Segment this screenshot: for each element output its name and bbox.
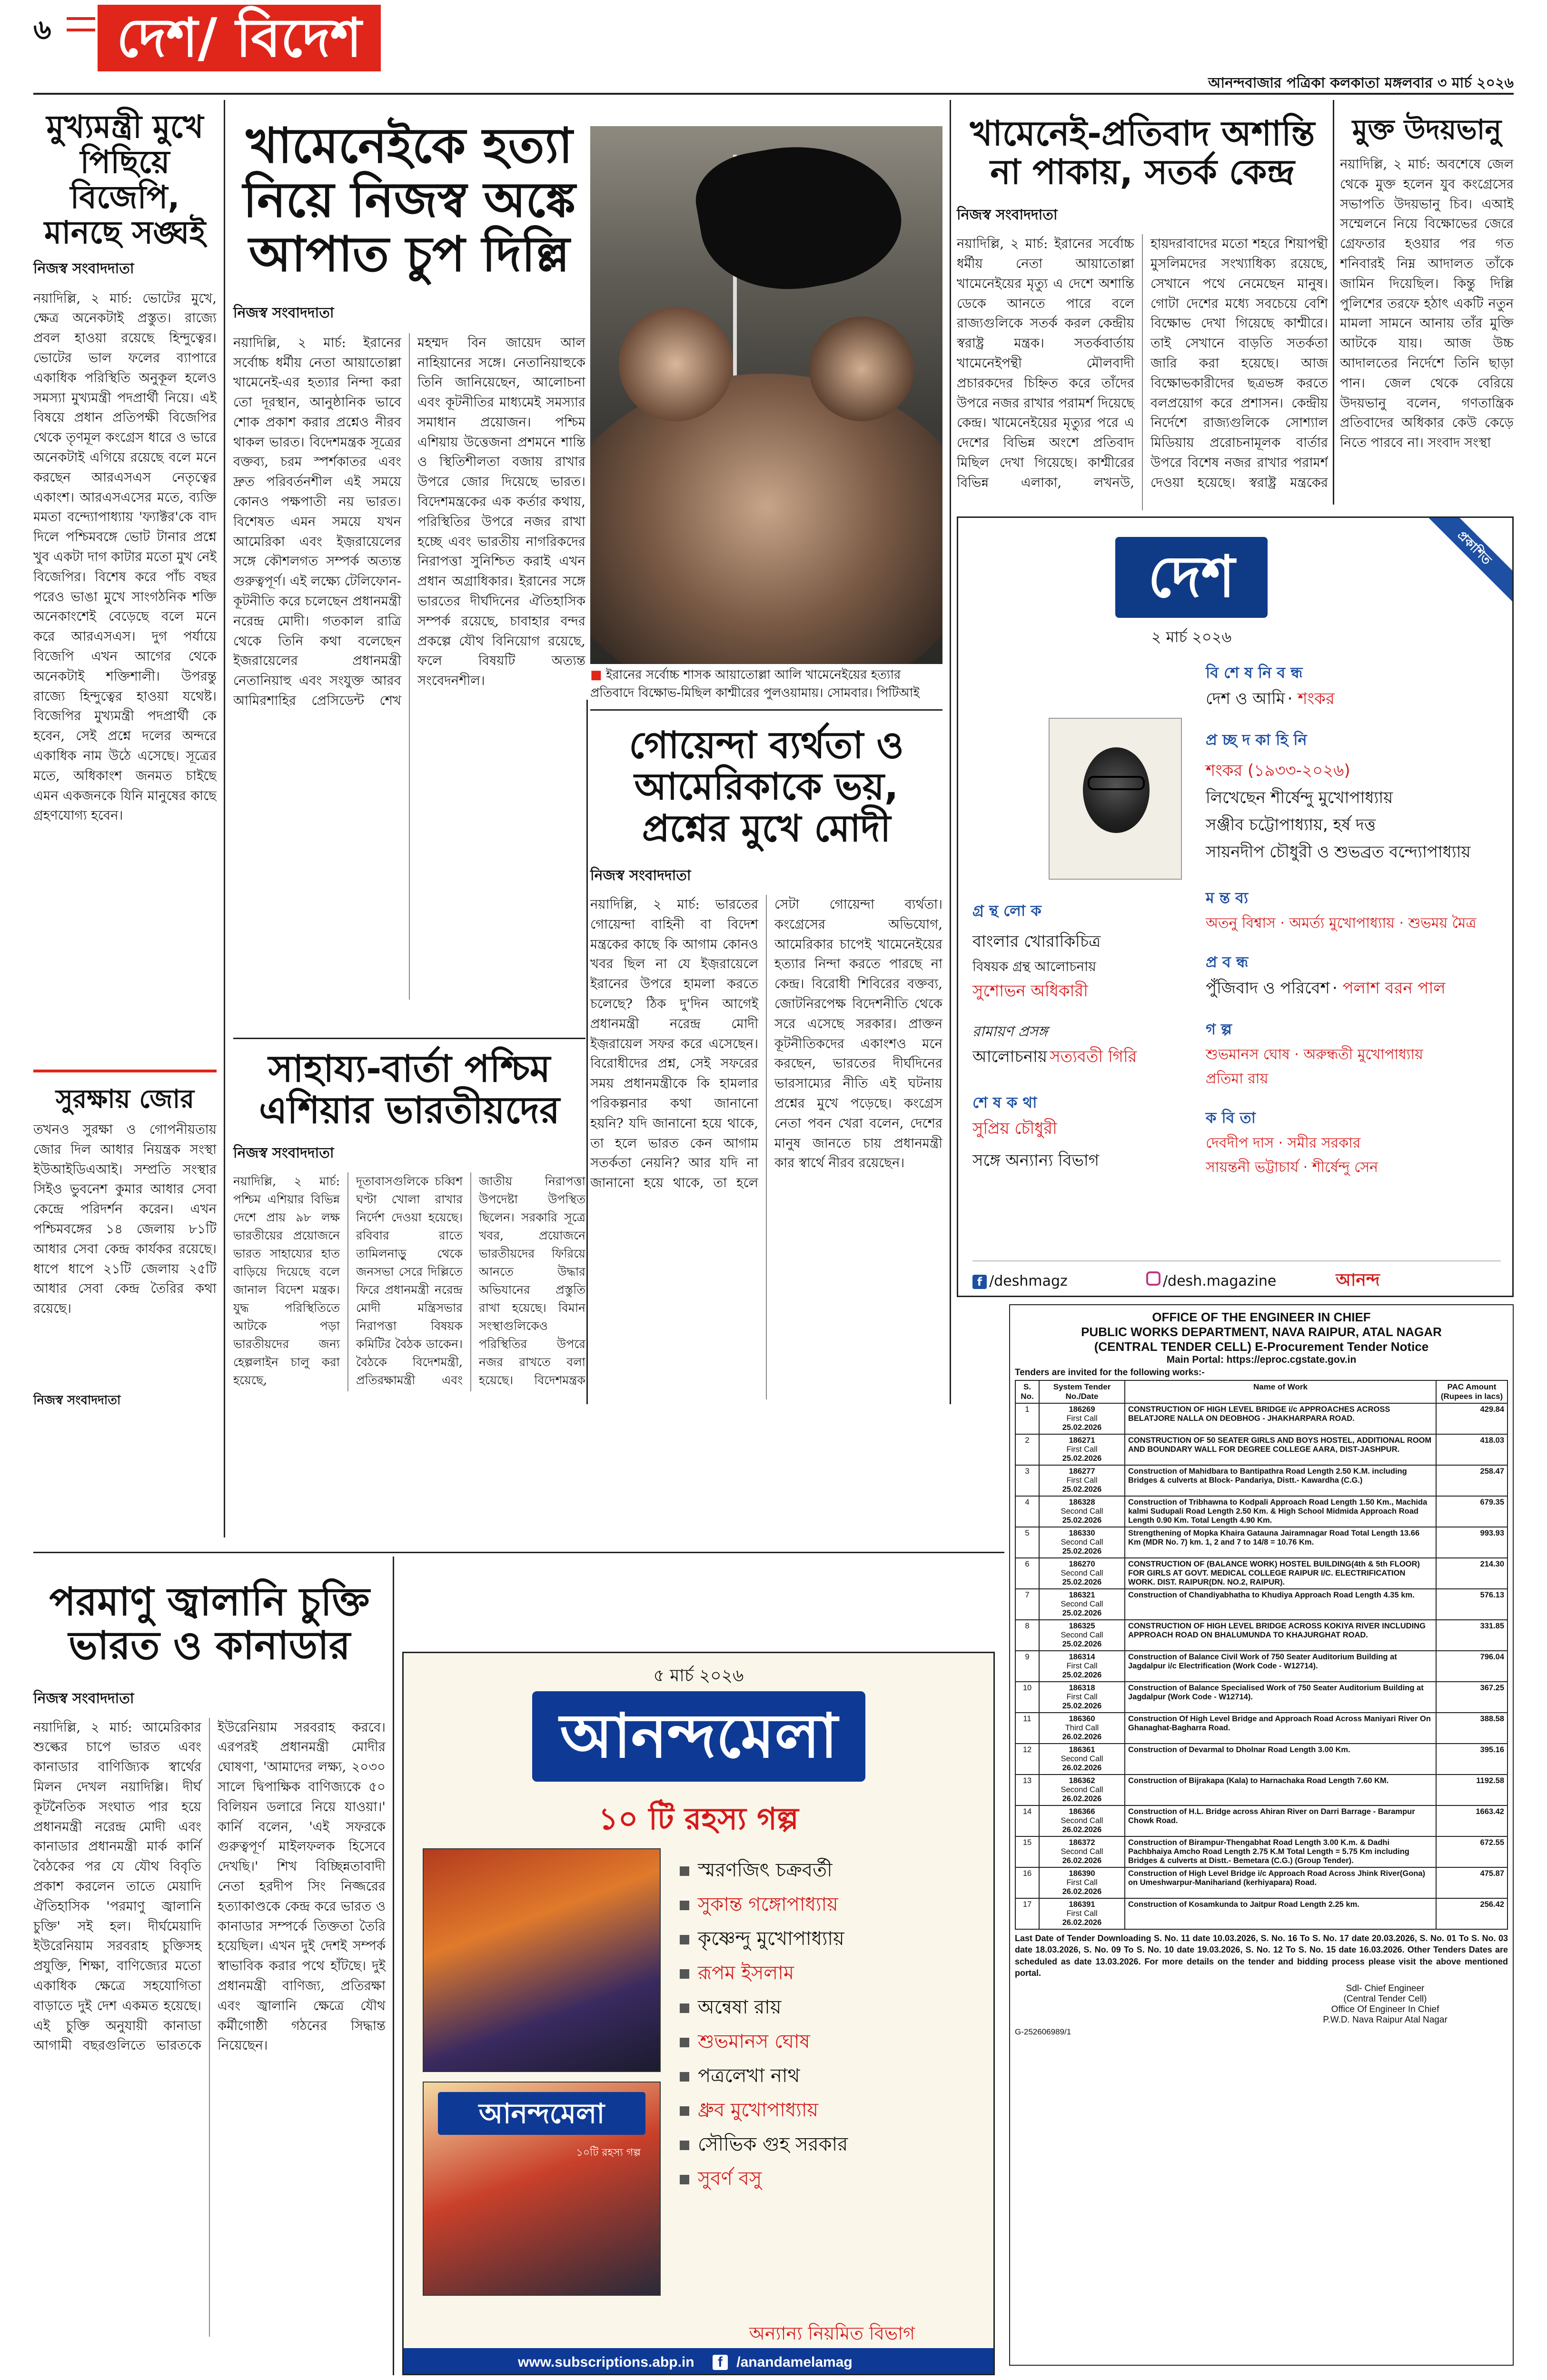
- portrait-face: [1083, 747, 1150, 833]
- story-center-alert-body: নয়াদিল্লি, ২ মার্চ: ইরানের সর্বোচ্চ ধর্মীয় নেতা আয়াতোল্লা খামেনেইয়ের মৃত্যু এ দেশে অশান্তি ডেকে আনতে পারে বলে রাজ্যগুলিকে সতর্ক করল কেন্দ্রীয় স্বরাষ্ট্র মন্ত্রক। সতর্কবার্তায় খামেনেইপন্থী মৌলবাদী প্রচারকদের চিহ্নিত করে তাঁদের উপরে নজর রাখার পরামর্শ দিয়েছে কেন্দ্র। খামেনেইয়ের মৃত্যুর পরে এ দেশের বিভিন্ন অংশে প্রতিবাদ মিছিল দেখা গিয়েছে। কাশ্মীরের বিভিন্ন এলাকা, লখনউ, হায়দরাবাদের মতো শহরে শিয়াপন্থী মুসলিমদের সংখ্যাধিক্য রয়েছে, সেখানে পথে নেমেছেন মানুষ। গোটা দেশের মধ্যে সবচেয়ে বেশি বিক্ষোভ দেখা গিয়েছে কাশ্মীরে। তাই সেখানে বাড়তি সতর্কতা জারি করা হয়েছে। আজ বিক্ষোভকারীদের ছত্রভঙ্গ করতে বলপ্রয়োগ করে প্রশাসন। কেন্দ্রীয় নির্দেশে রাজ্যগুলিকে সোশ্যাল মিডিয়ায় প্ররোচনামূলক বার্তার উপরে বিশেষ নজর রাখার পরামর্শ দেওয়া হয়েছে। স্বরাষ্ট্র মন্ত্রকের: [957, 236, 1328, 490]
- cover-writer-3: সায়নদীপ চৌধুরী ও শুভব্রত বন্দ্যোপাধ্যায়: [1206, 843, 1471, 862]
- tender-code: G-252606989/1: [1015, 2027, 1071, 2037]
- crowd-shape: [590, 374, 942, 664]
- tender-col-work: Name of Work: [1125, 1380, 1436, 1403]
- instagram-icon[interactable]: [1146, 1271, 1160, 1286]
- tender-work: Construction of Chandiyabhatha to Khudiya Approach Road Length 4.35 km.: [1125, 1589, 1436, 1620]
- desh-logo: দেশ: [1115, 537, 1268, 618]
- book-author: সুশোভন অধিকারী: [972, 982, 1088, 1001]
- bullet-icon: [680, 1935, 689, 1944]
- story-nuclear-byline: নিজস্ব সংবাদদাতা: [33, 1690, 134, 1707]
- author-list: [680, 1853, 984, 2196]
- poem-line: দেবদীপ দাস · সমীর সরকার: [1206, 1135, 1361, 1151]
- facebook-icon[interactable]: f: [972, 1275, 987, 1289]
- author-item: [680, 1956, 984, 1990]
- feature-section: [1206, 661, 1501, 1180]
- tender-work: Construction of Birampur-Thengabhat Road Length 3.00 K.m. & Dadhi Pachbhaiya Amcho Road Length 2.75 K.M Total Length = 5.75 Km including Bridges & culverts at Distt.- Bemetara (C.G.) (Group Tender).: [1125, 1836, 1436, 1867]
- tender-work: Construction Of High Level Bridge and Approach Road Across Maniyari River On Ghanaghat-Bagharra Road.: [1125, 1713, 1436, 1744]
- tender-number: 186321 Second Call 25.02.2026: [1039, 1589, 1125, 1620]
- tender-sn: 1: [1015, 1403, 1039, 1434]
- story-nuclear-body: নয়াদিল্লি, ২ মার্চ: আমেরিকার শুল্কের চাপে ভারত এবং কানাডার বাণিজ্যিক স্বার্থের মিলন দেখল নয়াদিল্লি। দীর্ঘ কূটনৈতিক সংঘাত পার হয়ে প্রধানমন্ত্রী নরেন্দ্র মোদী এবং কানাডার প্রধানমন্ত্রী মার্ক কার্নি বৈঠকের পর যে যৌথ বিবৃতি প্রকাশ করলেন তাতে মেয়াদি ঐতিহাসিক 'পরমাণু জ্বালানি চুক্তি' সই হল। দীর্ঘমেয়াদি ইউরেনিয়াম সরবরাহ চুক্তিসহ প্রযুক্তি, শিক্ষা, বাণিজ্যের মতো একাধিক ক্ষেত্রে সহযোগিতা বাড়াতে দুই দেশ একমত হয়েছে। এই চুক্তি অনুযায়ী কানাডা আগামী বছরগুলিতে ভারতকে ইউরেনিয়াম সরবরাহ করবে। এরপরই প্রধানমন্ত্রী মোদীর ঘোষণা, 'আমাদের লক্ষ্য, ২০৩০ সালে দ্বিপাক্ষিক বাণিজ্যকে ৫০ বিলিয়ন ডলারে নিয়ে যাওয়া।' কার্নি বলেন, 'এই সফরকে গুরুত্বপূর্ণ মাইলফলক হিসেবে দেখছি।' শিখ বিচ্ছিন্নতাবাদী নেতা হরদীপ সিং নিজ্জরের হত্যাকাণ্ডকে কেন্দ্র করে ভারত ও কানাডার সম্পর্কে তিক্ততা তৈরি হয়েছিল। এখন দুই দেশই সম্পর্ক স্বাভাবিক করার পথে হাঁটছে। দুই প্রধানমন্ত্রী বাণিজ্য, প্রতিরক্ষা এবং জ্বালানি ক্ষেত্রে যৌথ কর্মীগোষ্ঠী গঠনের সিদ্ধান্ত নিয়েছেন।: [33, 1719, 386, 2053]
- tender-work: Construction of Balance Civil Work of 750 Seater Auditorium Building at Jagdalpur i/c Electrification (Work Code - W12714).: [1125, 1651, 1436, 1682]
- story-failure-headline: গোয়েন্দা ব্যর্থতা ও আমেরিকাকে ভয়, প্রশ্নের মুখে মোদী: [590, 709, 942, 864]
- other-sections: সঙ্গে অন্যান্য বিভাগ: [972, 1151, 1100, 1170]
- tender-number: 186277 First Call 25.02.2026: [1039, 1465, 1125, 1496]
- author-item: [680, 2093, 984, 2127]
- tender-amount: 1192.58: [1436, 1775, 1507, 1805]
- feature-row: দেশ ও আমি · শংকর: [1206, 689, 1335, 708]
- story-cm-headline: মুখ্যমন্ত্রী মুখে পিছিয়ে বিজেপি, মানছে সঙ্ঘই: [44, 109, 206, 251]
- column-rule-2: [950, 100, 951, 1404]
- story-line-2: প্রতিমা রায়: [1206, 1071, 1269, 1087]
- ramayan-line: আলোচনায়: [972, 1047, 1048, 1066]
- story-khamenei-delhi-body: নয়াদিল্লি, ২ মার্চ: ইরানের সর্বোচ্চ ধর্মীয় নেতা আয়াতোল্লা খামেনেই-এর হত্যার নিন্দা করা তো দূরস্থান, আনুষ্ঠানিক ভাবে শোক প্রকাশ করার প্রশ্নেও নীরব থাকল ভারত। বিদেশমন্ত্রক সূত্রের বক্তব্য, চরম স্পর্শকাতর এবং দ্রুত পরিবর্তনশীল এই সময়ে কোনও পক্ষপাতী নয় ভারত। বিশেষত এমন সময়ে যখন আমেরিকা এবং ইজ়রায়েলের সঙ্গে কৌশলগত সম্পর্ক অত্যন্ত গুরুত্বপূর্ণ। এই লক্ষ্যে টেলিফোন-কূটনীতি করে চলেছেন প্রধানমন্ত্রী নরেন্দ্র মোদী। গতকাল রাত্রি থেকে তিনি কথা বলেছেন ইজরায়েলের প্রধানমন্ত্রী নেতানিয়াহু এবং সংযুক্ত আরব আমিরশাহির প্রেসিডেন্ট শেখ মহম্মদ বিন জায়েদ আল নাহিয়ানের সঙ্গে। নেতানিয়াহুকে তিনি জানিয়েছেন, আলোচনা এবং কূটনীতির মাধ্যমেই সমস্যার সমাধান প্রয়োজন। পশ্চিম এশিয়ায় উত্তেজনা প্রশমনে শান্তি ও স্থিতিশীলতা বজায় রাখার উপরে জোর দিয়েছে ভারত। বিদেশমন্ত্রকের এক কর্তার কথায়, পরিস্থিতির উপরে নজর রাখা হচ্ছে এবং ভারতীয় নাগরিকদের নিরাপত্তা সুনিশ্চিত করাই এখন প্রধান অগ্রাধিকার। ইরানের সঙ্গে ভারতের দীর্ঘদিনের ঐতিহাসিক সম্পর্ক রয়েছে, চাবাহার বন্দর প্রকল্পে যৌথ বিনিয়োগ রয়েছে, ফলে বিষয়টি অত্যন্ত সংবেদনশীল।: [233, 335, 585, 709]
- tender-row: [1015, 1465, 1507, 1496]
- author-item: [680, 1990, 984, 2024]
- tender-number: 186269 First Call 25.02.2026: [1039, 1403, 1125, 1434]
- desh-advertisement[interactable]: [957, 516, 1514, 1297]
- tender-sn: 17: [1015, 1898, 1039, 1929]
- tender-amount: 993.93: [1436, 1527, 1507, 1558]
- tender-row: [1015, 1898, 1507, 1929]
- tender-col-sn: S. No.: [1015, 1380, 1039, 1403]
- tender-row: [1015, 1775, 1507, 1805]
- cover-writer-2: সঞ্জীব চট্টোপাধ্যায়, হর্ষ দত্ত: [1206, 815, 1376, 834]
- tender-row: [1015, 1558, 1507, 1589]
- published-ribbon: প্রকাশিত: [1416, 516, 1514, 606]
- author-name: ধ্রুব মুখোপাধ্যায়: [698, 2099, 819, 2121]
- tender-table: [1015, 1380, 1508, 1930]
- tender-notice: [1009, 1304, 1514, 2366]
- tender-number: 186391 First Call 26.02.2026: [1039, 1898, 1125, 1929]
- tender-row: [1015, 1527, 1507, 1558]
- tender-row: [1015, 1836, 1507, 1867]
- illustration-panel: [423, 1848, 661, 2072]
- comment-line: অতনু বিশ্বাস · অমর্ত্য মুখোপাধ্যায় · শুভময় মৈত্র: [1206, 915, 1477, 932]
- cover-title: শংকর (১৯৩৩-২০২৬): [1206, 761, 1350, 780]
- lower-rule: [33, 1552, 1004, 1553]
- story-help-byline: নিজস্ব সংবাদদাতা: [233, 1144, 334, 1161]
- crowd-shape-2: [619, 307, 733, 421]
- cover-label: প্র চ্ছ দ কা হি নি: [1206, 731, 1307, 749]
- tender-number: 186328 Second Call 25.02.2026: [1039, 1496, 1125, 1527]
- tender-signature: [1262, 1983, 1508, 2025]
- story-cm-sub-byline: নিজস্ব সংবাদদাতা: [33, 1393, 121, 1408]
- tender-work: Construction of H.L. Bridge across Ahiran River on Darri Barrage - Barampur Chowk Road.: [1125, 1805, 1436, 1836]
- book-section: [972, 899, 1182, 1175]
- tender-sn: 11: [1015, 1713, 1039, 1744]
- column-rule-1: [224, 100, 225, 1537]
- story-khamenei-delhi: [233, 100, 585, 1052]
- cover-writer-1: লিখেছেন শীর্ষেন্দু মুখোপাধ্যায়: [1206, 788, 1393, 807]
- tender-amount: 256.42: [1436, 1898, 1507, 1929]
- tender-sign-4: P.W.D. Nava Raipur Atal Nagar: [1323, 2015, 1448, 2025]
- tender-sn: 14: [1015, 1805, 1039, 1836]
- tender-amount: 214.30: [1436, 1558, 1507, 1589]
- story-help-body: নয়াদিল্লি, ২ মার্চ: পশ্চিম এশিয়ার বিভিন্ন দেশে প্রায় ৯৮ লক্ষ ভারতীয়ের প্রয়োজনে ভারত সাহায্যের হাত বাড়িয়ে দিয়েছে বলে জানাল বিদেশ মন্ত্রক। যুদ্ধ পরিস্থিতিতে আটকে পড়া ভারতীয়দের জন্য হেল্পলাইন চালু করা হয়েছে, দূতাবাসগুলিকে চব্বিশ ঘণ্টা খোলা রাখার নির্দেশ দেওয়া হয়েছে। রবিবার রাতে তামিলনাড়ু থেকে জনসভা সেরে দিল্লিতে ফিরে প্রধানমন্ত্রী নরেন্দ্র মোদী মন্ত্রিসভার নিরাপত্তা বিষয়ক কমিটির বৈঠক ডাকেন। বৈঠকে বিদেশমন্ত্রী, প্রতিরক্ষামন্ত্রী এবং জাতীয় নিরাপত্তা উপদেষ্টা উপস্থিত ছিলেন। সরকারি সূত্রে খবর, প্রয়োজনে ভারতীয়দের ফিরিয়ে আনতে উদ্ধার অভিযানের প্রস্তুতি রাখা হয়েছে। বিমান সংস্থাগুলিকেও পরিস্থিতির উপরে নজর রাখতে বলা হয়েছে। বিদেশমন্ত্রক: [233, 1174, 585, 1387]
- last-label: শে ষ ক থা: [972, 1093, 1037, 1111]
- tender-intro: Tenders are invited for the following works:-: [1015, 1368, 1205, 1378]
- facebook-handle[interactable]: /deshmagz: [989, 1273, 1068, 1289]
- tender-header-row: [1015, 1380, 1507, 1403]
- author-item: [680, 1922, 984, 1956]
- tender-work: Construction of Kosamkunda to Jaitpur Road Length 2.25 km.: [1125, 1898, 1436, 1929]
- black-flag: [689, 129, 911, 304]
- column-rule-3: [1333, 100, 1334, 505]
- story-uday: [1340, 100, 1514, 505]
- bullet-icon: [680, 2038, 689, 2047]
- essay-line: পুঁজিবাদ ও পরিবেশ: [1206, 979, 1330, 998]
- tender-row: [1015, 1805, 1507, 1836]
- amela-facebook-handle[interactable]: /anandamelamag: [736, 2354, 853, 2370]
- tender-number: 186271 First Call 25.02.2026: [1039, 1434, 1125, 1465]
- anandamela-logo: আনন্দমেলা: [532, 1691, 865, 1782]
- section-title: দেশ/ বিদেশ: [98, 5, 381, 71]
- story-failure-byline: নিজস্ব সংবাদদাতা: [590, 867, 691, 884]
- last-author: সুপ্রিয় চৌধুরী: [972, 1119, 1057, 1138]
- cover-logo: আনন্দমেলা: [438, 2092, 645, 2135]
- tender-sn: 12: [1015, 1744, 1039, 1775]
- amela-date: ৫ মার্চ ২০২৬: [653, 1666, 744, 1686]
- bullet-icon: [680, 2072, 689, 2082]
- tender-sn: 13: [1015, 1775, 1039, 1805]
- tender-amount: 331.85: [1436, 1620, 1507, 1651]
- tender-amount: 672.55: [1436, 1836, 1507, 1867]
- tender-col-no: System Tender No./Date: [1039, 1380, 1125, 1403]
- story-center-alert-byline: নিজস্ব সংবাদদাতা: [957, 207, 1058, 224]
- essay-label: প্র ব ন্ধ: [1206, 953, 1249, 971]
- tender-amount: 475.87: [1436, 1867, 1507, 1898]
- book-sub: বিষয়ক গ্রন্থ আলোচনায়: [972, 959, 1096, 974]
- amela-tagline: ১০ টি রহস্য গল্প: [598, 1802, 799, 1837]
- tender-row: [1015, 1620, 1507, 1651]
- story-cm-body: নয়াদিল্লি, ২ মার্চ: ভোটের মুখে, ক্ষেত্র অনেকটাই প্রস্তুত। রাজ্যে প্রবল হাওয়া রয়েছে হিন্দুত্বের। ভোটের ভাল ফলের ব্যাপারে একাধিক পরিস্থিতি অনুকূল হলেও সমস্যা মুখ্যমন্ত্রী পদপ্রার্থী নিয়ে। এই বিষয়ে প্রধান প্রতিপক্ষী বিজেপির থেকে তৃণমূল কংগ্রেস ধারে ও ভারে অনেকটাই এগিয়ে রয়েছে বলে মনে করছেন আরএসএস নেতৃত্বের একাংশ। আরএসএসের মতে, ব্যক্তি মমতা বন্দ্যোপাধ্যায় 'ফ্যাক্টর'কে বাদ দিলে পশ্চিমবঙ্গে ভোট টানার প্রশ্নে খুব একটা দাগ কাটার মতো মুখ নেই বিজেপির। বিশেষ করে পাঁচ বছর পরেও ভাঙা মুখে সাংগঠনিক শক্তি অনেকাংশেই বেড়েছে বলে মনে করে আরএসএস। দুগ পর্যায়ে বিজেপি এখন আগের থেকে অনেকটাই শক্তিশালী। উপরন্তু রাজ্যে হিন্দুত্বের হাওয়া যথেষ্ট। বিজেপির মুখ্যমন্ত্রী পদপ্রার্থী কে হবেন, সেই প্রশ্নে দলের অন্দরে একাধিক নাম উঠে এসেছে। সূত্রের মতে, অধিকাংশ জনমত চাইছে এমন একজনকে যিনি মানুষের কাছে গ্রহণযোগ্য হবেন।: [33, 290, 217, 823]
- tender-work: Construction of High Level Bridge i/c Approach Road Across Jhink River(Gona) on Umeshwarpur-Manihariand (kerhiyapara) Road.: [1125, 1867, 1436, 1898]
- comment-label: ম ন্ত ব্য: [1206, 889, 1249, 907]
- tender-work: CONSTRUCTION OF 50 SEATER GIRLS AND BOYS HOSTEL, ADDITIONAL ROOM AND BOUNDARY WALL FOR DEGREE COLLEGE AARA, DIST-JASHPUR.: [1125, 1434, 1436, 1465]
- author-name: স্মরণজিৎ চক্রবর্তী: [698, 1859, 833, 1881]
- tender-title-2: PUBLIC WORKS DEPARTMENT, NAVA RAIPUR, ATAL NAGAR: [1081, 1325, 1442, 1339]
- ramayan-author: সত্যবতী গিরি: [1050, 1047, 1137, 1066]
- story-cm-byline: নিজস্ব সংবাদদাতা: [33, 260, 134, 277]
- tender-title-3: (CENTRAL TENDER CELL) E-Procurement Tender Notice: [1094, 1339, 1429, 1354]
- tender-work: Strengthening of Mopka Khaira Gatauna Jairamnagar Road Total Length 13.66 Km (MDR No. 7) km. 1, 2 and 7 to 14/8 = 10.76 Km.: [1125, 1527, 1436, 1558]
- tender-amount: 429.84: [1436, 1403, 1507, 1434]
- book-label: গ্র ন্থ লো ক: [972, 902, 1041, 920]
- bullet-icon: [680, 1866, 689, 1876]
- tender-row: [1015, 1403, 1507, 1434]
- story-nuclear: [33, 1566, 386, 2375]
- story-cm-subbody: তখনও সুরক্ষা ও গোপনীয়তায় জোর দিল আধার নিয়ন্ত্রক সংস্থা ইউআইডিএআই। সম্প্রতি সংস্থার সিইও ভুবনেশ কুমার আধার সেবা কেন্দ্রে পরিদর্শন করেন। এখন পশ্চিমবঙ্গের ১৪ জেলায় ৮১টি আধার সেবা কেন্দ্র কার্যকর রয়েছে। ধাপে ধাপে ২১টি জেলায় ২৫টি আধার সেবা কেন্দ্র তৈরির কথা রয়েছে।: [33, 1122, 217, 1317]
- tender-portal[interactable]: Main Portal: https://eproc.cgstate.gov.in: [1166, 1354, 1357, 1365]
- ramayan-label: রামায়ণ প্রসঙ্গ: [972, 1023, 1048, 1040]
- story-failure-body: নয়াদিল্লি, ২ মার্চ: ভারতের গোয়েন্দা বাহিনী বা বিদেশ মন্ত্রকের কাছে কি আগাম কোনও খবর ছিল না যে ইজ়রায়েলে ইরানের উপরে হামলা করতে চলেছে? ঠিক দু'দিন আগেই প্রধানমন্ত্রী নরেন্দ্র মোদী ইজ়রায়েল সফর করে এসেছেন। বিরোধীদের প্রশ্ন, সেই সফরের সময় প্রধানমন্ত্রীকে কি হামলার পরিকল্পনার কথা জানানো হয়নি? যদি জানানো হয়ে থাকে, তা হলে ভারত কেন আগাম সতর্কতা নেয়নি? আর যদি না জানানো হয়ে থাকে, তা হলে সেটা গোয়েন্দা ব্যর্থতা। কংগ্রেসের অভিযোগ, আমেরিকার চাপেই খামেনেইয়ের হত্যার নিন্দা করতে পারছে না কেন্দ্র। বিরোধী শিবিরের বক্তব্য, জোটনিরপেক্ষ বিদেশনীতি থেকে সরে এসেছে সরকার। প্রাক্তন কূটনীতিকদের একাংশও মনে করছেন, ভারতের দীর্ঘদিনের ভারসাম্যের নীতি এই ঘটনায় প্রশ্নের মুখে পড়েছে। কংগ্রেস নেতা পবন খেরা বলেন, দেশের মানুষ জানতে চায় প্রধানমন্ত্রী কার স্বার্থে নীরব রয়েছেন।: [590, 897, 942, 1191]
- tender-work: CONSTRUCTION OF HIGH LEVEL BRIDGE i/c APPROACHES ACROSS BELATJORE NALLA ON DEOBHOG - JHAKHARPARA ROAD.: [1125, 1403, 1436, 1434]
- portrait-glasses: [1088, 776, 1145, 790]
- story-failure: [590, 709, 942, 1404]
- story-uday-body: নয়াদিল্লি, ২ মার্চ: অবশেষে জেল থেকে মুক্ত হলেন যুব কংগ্রেসের সভাপতি উদয়ভানু চিব। এআই সম্মেলনে নিয়ে বিক্ষোভের জেরে গ্রেফতার হওয়ার পর গত শনিবারই নিম্ন আদালত তাঁকে জামিন দিয়েছিল। কিন্তু দিল্লি পুলিশের তরফে হঠাৎ একটি নতুন মামলা সামনে আনায় তাঁর মুক্তি আটকে যায়। আজ উচ্চ আদালতের নির্দেশে তিনি ছাড়া পান। জেল থেকে বেরিয়ে উদয়ভানু বলেন, গণতান্ত্রিক প্রতিবাদের অধিকার কেউ কেড়ে নিতে পারবে না। সংবাদ সংস্থা: [1340, 156, 1514, 451]
- tender-title-1: OFFICE OF THE ENGINEER IN CHIEF: [1152, 1310, 1371, 1324]
- story-uday-headline: মুক্ত উদয়ভানু: [1352, 113, 1502, 146]
- author-item: [680, 1887, 984, 1922]
- author-name: সুবর্ণ বসু: [698, 2168, 762, 2190]
- tender-amount: 1663.42: [1436, 1805, 1507, 1836]
- tender-sign-1: Sdl- Chief Engineer: [1346, 1983, 1425, 1994]
- facebook-icon[interactable]: f: [713, 2355, 728, 2370]
- tender-sign-2: (Central Tender Cell): [1343, 1994, 1427, 2004]
- caption-marker-icon: ■: [590, 668, 602, 682]
- tender-sn: 8: [1015, 1620, 1039, 1651]
- author-item: [680, 1853, 984, 1887]
- author-name: শুভমানস ঘোষ: [698, 2031, 810, 2053]
- tender-row: [1015, 1867, 1507, 1898]
- tender-number: 186318 First Call 25.02.2026: [1039, 1682, 1125, 1713]
- story-cm: [33, 100, 217, 1537]
- tender-sn: 10: [1015, 1682, 1039, 1713]
- column-rule-5: [393, 1557, 394, 2375]
- photo-caption-text: ইরানের সর্বোচ্চ শাসক আয়াতোল্লা আলি খামেনেইয়ের হত্যার প্রতিবাদে বিক্ষোভ-মিছিল কাশ্মীরের পুলওয়ামায়। সোমবার। পিটিআই: [590, 668, 920, 700]
- author-item: [680, 2059, 984, 2093]
- author-item: [680, 2127, 984, 2162]
- tender-work: CONSTRUCTION OF (BALANCE WORK) HOSTEL BUILDING(4th & 5th FLOOR) FOR GIRLS AT GOVT. MEDICAL COLLEGE RAIPUR I/C. ELECTRIFICATION WORK. DIST. RAIPUR(DN. NO.2, RAIPUR).: [1125, 1558, 1436, 1589]
- bullet-icon: [680, 2141, 689, 2150]
- tender-amount: 395.16: [1436, 1744, 1507, 1775]
- tender-row: [1015, 1434, 1507, 1465]
- bullet-icon: [680, 1901, 689, 1910]
- tender-amount: 258.47: [1436, 1465, 1507, 1496]
- story-label: গ ল্প: [1206, 1020, 1232, 1038]
- author-name: সৌভিক গুহ সরকার: [698, 2133, 848, 2155]
- author-item: [680, 2024, 984, 2059]
- tender-sn: 15: [1015, 1836, 1039, 1867]
- column-rule-4: [586, 700, 588, 1404]
- magazine-cover: [423, 2082, 661, 2296]
- tender-work: Construction of Bijrakapa (Kala) to Harnachaka Road Length 7.60 KM.: [1125, 1775, 1436, 1805]
- poem-label: ক বি তা: [1206, 1109, 1256, 1127]
- author-portrait: [1049, 718, 1182, 880]
- book-line: বাংলার খোরাকিচিত্র: [972, 932, 1101, 951]
- tender-sn: 6: [1015, 1558, 1039, 1589]
- tender-sn: 7: [1015, 1589, 1039, 1620]
- story-center-alert-headline: খামেনেই-প্রতিবাদ অশান্তি না পাকায়, সতর্ক কেন্দ্র: [970, 113, 1315, 192]
- feature-author: শংকর: [1298, 689, 1335, 708]
- feature-label: বি শে ষ নি ব ন্ধ: [1206, 664, 1303, 682]
- masthead-rule: [33, 93, 1514, 95]
- tender-amount: 418.03: [1436, 1434, 1507, 1465]
- tender-sn: 5: [1015, 1527, 1039, 1558]
- feature-line: দেশ ও আমি: [1206, 689, 1285, 708]
- bullet-icon: [680, 2175, 689, 2184]
- anandamela-advertisement[interactable]: [402, 1652, 995, 2375]
- tender-amount: 367.25: [1436, 1682, 1507, 1713]
- subscription-url[interactable]: www.subscriptions.abp.in: [518, 2354, 694, 2370]
- protest-photo: [590, 126, 942, 664]
- story-help-headline: সাহায্য-বার্তা পশ্চিম এশিয়ার ভারতীয়দের: [233, 1038, 585, 1141]
- tender-amount: 679.35: [1436, 1496, 1507, 1527]
- tender-row: [1015, 1744, 1507, 1775]
- tender-amount: 576.13: [1436, 1589, 1507, 1620]
- tender-sn: 16: [1015, 1867, 1039, 1898]
- tender-number: 186270 Second Call 25.02.2026: [1039, 1558, 1125, 1589]
- tender-row: [1015, 1496, 1507, 1527]
- page-number: ৬: [33, 13, 51, 46]
- author-name: সুকান্ত গঙ্গোপাধ্যায়: [698, 1894, 838, 1915]
- amela-other: অন্যান্য নিয়মিত বিভাগ: [749, 2323, 915, 2344]
- tender-row: [1015, 1682, 1507, 1713]
- photo-caption: [590, 666, 942, 702]
- tender-number: 186360 Third Call 26.02.2026: [1039, 1713, 1125, 1744]
- bullet-icon: [680, 1969, 689, 1979]
- tender-sn: 4: [1015, 1496, 1039, 1527]
- story-center-alert: [957, 100, 1328, 505]
- tender-sn: 3: [1015, 1465, 1039, 1496]
- tender-work: Construction of Devarmal to Dholnar Road Length 3.00 Km.: [1125, 1744, 1436, 1775]
- tender-amount: 796.04: [1436, 1651, 1507, 1682]
- author-name: পত্রলেখা নাথ: [698, 2065, 800, 2087]
- crowd-shape-3: [809, 317, 914, 421]
- tender-number: 186362 Second Call 26.02.2026: [1039, 1775, 1125, 1805]
- dateline: আনন্দবাজার পত্রিকা কলকাতা মঙ্গলবার ৩ মার্চ ২০২৬: [1208, 75, 1514, 91]
- story-help: [233, 1038, 585, 1404]
- tender-number: 186325 Second Call 25.02.2026: [1039, 1620, 1125, 1651]
- tender-work: CONSTRUCTION OF HIGH LEVEL BRIDGE ACROSS KOKIYA RIVER INCLUDING APPROACH ROAD ON BHALUMUNDA TO KHAJURGHAT ROAD.: [1125, 1620, 1436, 1651]
- tender-number: 186372 Second Call 26.02.2026: [1039, 1836, 1125, 1867]
- tender-work: Construction of Balance Specialised Work of 750 Seater Auditorium Building at Jagdalpur (Work Code - W12714).: [1125, 1682, 1436, 1713]
- tender-number: 186361 Second Call 26.02.2026: [1039, 1744, 1125, 1775]
- anando-brand: আনন্দ: [1336, 1270, 1380, 1290]
- tender-sn: 9: [1015, 1651, 1039, 1682]
- tender-work: Construction of Tribhawna to Kodpali Approach Road Length 1.50 Km., Machida kalmi Sudupali Road Length 2.50 Km. & High School Midmida Approach Road Length 0.90 Km. Total Length 4.90 Km.: [1125, 1496, 1436, 1527]
- author-name: রূপম ইসলাম: [698, 1962, 794, 1984]
- tender-sign-3: Office Of Engineer In Chief: [1331, 2004, 1439, 2015]
- story-khamenei-delhi-headline: খামেনেইকে হত্যা নিয়ে নিজস্ব অঙ্কে আপাত চুপ দিল্লি: [243, 118, 576, 283]
- tender-number: 186390 First Call 26.02.2026: [1039, 1867, 1125, 1898]
- tender-row: [1015, 1589, 1507, 1620]
- desh-social: [972, 1260, 1501, 1289]
- tender-row: [1015, 1713, 1507, 1744]
- author-name: কৃষ্ণেন্দু মুখোপাধ্যায়: [698, 1928, 844, 1950]
- cover-sub: ১০টি রহস্য গল্প: [576, 2147, 641, 2159]
- poem-line-2: সায়ন্তনী ভট্টাচার্য · শীর্ষেন্দু সেন: [1206, 1159, 1378, 1176]
- ramayan-row: [972, 1044, 1182, 1071]
- story-cm-subhead: সুরক্ষায় জোর: [33, 1070, 217, 1120]
- bullet-icon: [680, 2003, 689, 2013]
- story-nuclear-headline: পরমাণু জ্বালানি চুক্তি ভারত ও কানাডার: [49, 1579, 370, 1668]
- author-item: [680, 2162, 984, 2196]
- tender-number: 186366 Second Call 26.02.2026: [1039, 1805, 1125, 1836]
- desh-date: ২ মার্চ ২০২৬: [1151, 628, 1232, 646]
- section-marker-icon: [67, 17, 95, 31]
- essay-row: পুঁজিবাদ ও পরিবেশ · পলাশ বরন পাল: [1206, 979, 1446, 998]
- amela-footer: [404, 2348, 993, 2375]
- essay-author: পলাশ বরন পাল: [1342, 979, 1446, 998]
- tender-number: 186330 Second Call 25.02.2026: [1039, 1527, 1125, 1558]
- tender-number: 186314 First Call 25.02.2026: [1039, 1651, 1125, 1682]
- instagram-handle[interactable]: /desh.magazine: [1162, 1273, 1277, 1289]
- tender-amount: 388.58: [1436, 1713, 1507, 1744]
- story-line: শুভমানস ঘোষ · অরুন্ধতী মুখোপাধ্যায়: [1206, 1046, 1423, 1063]
- bullet-icon: [680, 2106, 689, 2116]
- tender-footer: Last Date of Tender Downloading S. No. 11 date 10.03.2026, S. No. 16 To S. No. 17 date 20.03.2026, S. No. 01 To S. No. 03 date 18.03.2026, S. No. 09 To S. No. 10 date 19.03.2026, S. No. 12 To S. No. 15 date 16.03.2026. Other Tenders Dates are scheduled as date 13.03.2026. For more details on the tender and bidding process please visit the above mentioned portal.: [1015, 1934, 1508, 1978]
- story-khamenei-delhi-byline: নিজস্ব সংবাদদাতা: [233, 304, 334, 321]
- author-name: অন্বেষা রায়: [698, 1996, 782, 2018]
- tender-col-amount: PAC Amount (Rupees in lacs): [1436, 1380, 1507, 1403]
- tender-work: Construction of Mahidbara to Bantipathra Road Length 2.50 K.M. including Bridges & culverts at Block- Pandariya, Distt.- Kawardha (C.G.): [1125, 1465, 1436, 1496]
- tender-sn: 2: [1015, 1434, 1039, 1465]
- tender-row: [1015, 1651, 1507, 1682]
